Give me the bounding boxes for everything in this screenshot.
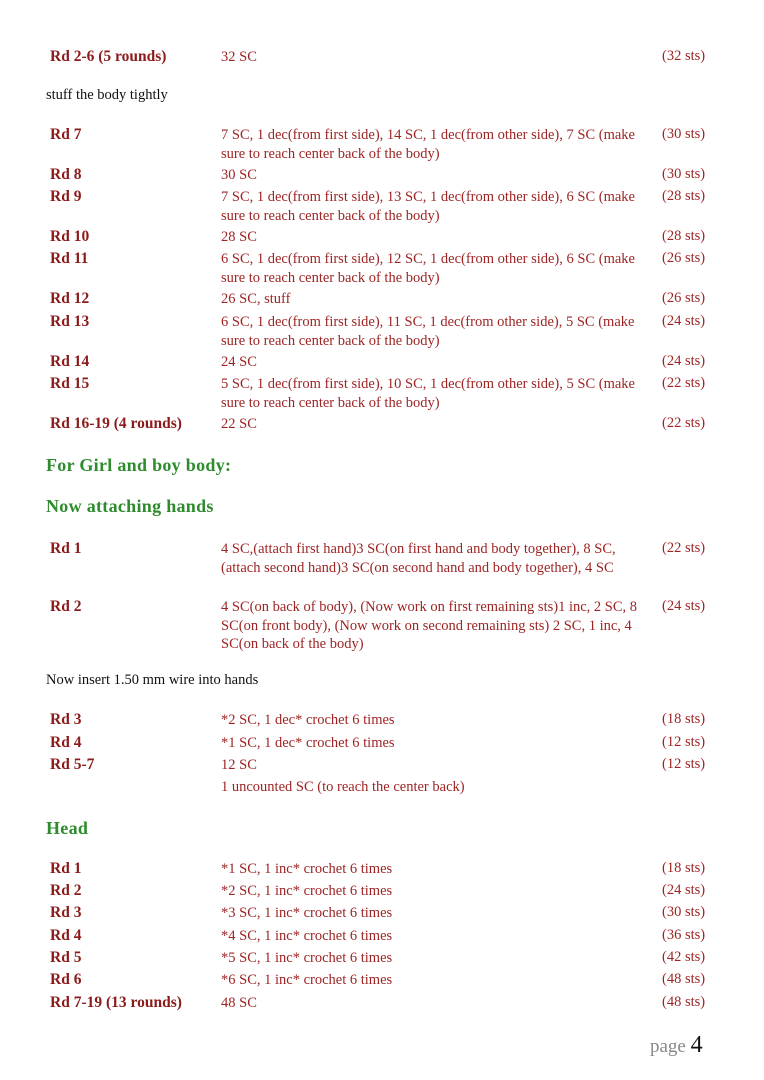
stitch-count: (28 sts) [662,188,706,204]
round-label: Rd 2-6 (5 rounds) [50,48,167,65]
round-instruction: 5 SC, 1 dec(from first side), 10 SC, 1 dec(from other side), 5 SC (make sure to reach center back of the body) [221,376,635,411]
round-label: Rd 16-19 (4 rounds) [50,415,182,432]
round-label: Rd 3 [50,904,82,921]
round-label: Rd 2 [50,598,82,615]
round-instruction: 24 SC [221,354,257,370]
stitch-count: (30 sts) [662,166,706,182]
section-heading-girl-boy-body: For Girl and boy body: [46,455,232,475]
round-instruction: *1 SC, 1 inc* crochet 6 times [221,861,393,877]
round-instruction: 4 SC(on back of body), (Now work on first remaining sts)1 inc, 2 SC, 8 SC(on front body), (Now work on second remaining sts) 2 SC, 1 inc, 4 SC(on back of the body) [221,599,638,652]
round-label: Rd 12 [50,290,90,307]
stitch-count: (48 sts) [662,971,706,987]
page-label: page [650,1036,686,1057]
round-label: Rd 13 [50,313,90,330]
stitch-count: (12 sts) [662,756,706,772]
round-instruction: *2 SC, 1 dec* crochet 6 times [221,712,395,728]
stitch-count: (32 sts) [662,48,706,64]
stitch-count: (22 sts) [662,415,706,431]
round-instruction: *5 SC, 1 inc* crochet 6 times [221,950,393,966]
round-label: Rd 5 [50,949,82,966]
round-label: Rd 8 [50,166,82,183]
round-instruction: *3 SC, 1 inc* crochet 6 times [221,905,393,921]
round-instruction: 26 SC, stuff [221,291,291,307]
round-instruction: 7 SC, 1 dec(from first side), 14 SC, 1 dec(from other side), 7 SC (make sure to reach center back of the body) [221,127,635,162]
round-label: Rd 1 [50,540,82,557]
section-heading-head: Head [46,818,89,838]
stitch-count: (22 sts) [662,375,706,391]
stitch-count: (26 sts) [662,250,706,266]
section-heading-attaching-hands: Now attaching hands [46,496,214,516]
stitch-count: (24 sts) [662,313,706,329]
round-instruction: 12 SC [221,757,257,773]
stitch-count: (24 sts) [662,598,706,614]
round-label: Rd 14 [50,353,90,370]
round-label: Rd 10 [50,228,90,245]
round-instruction: *4 SC, 1 inc* crochet 6 times [221,928,393,944]
stitch-count: (18 sts) [662,711,706,727]
stitch-count: (36 sts) [662,927,706,943]
round-instruction: *2 SC, 1 inc* crochet 6 times [221,883,393,899]
stitch-count: (24 sts) [662,353,706,369]
round-instruction: 7 SC, 1 dec(from first side), 13 SC, 1 dec(from other side), 6 SC (make sure to reach center back of the body) [221,189,635,224]
round-label: Rd 6 [50,971,82,988]
round-instruction: 4 SC,(attach first hand)3 SC(on first hand and body together), 8 SC, (attach second hand)3 SC(on second hand and body together), 4 SC [221,541,616,576]
round-label: Rd 4 [50,734,82,751]
note-insert-wire: Now insert 1.50 mm wire into hands [46,672,259,688]
round-instruction: *6 SC, 1 inc* crochet 6 times [221,972,393,988]
round-label: Rd 5-7 [50,756,95,773]
round-label: Rd 11 [50,250,89,267]
round-label: Rd 15 [50,375,90,392]
page-number [650,1032,703,1059]
stitch-count: (42 sts) [662,949,706,965]
note-stuff-body: stuff the body tightly [46,87,168,103]
round-label: Rd 2 [50,882,82,899]
page-number-value: 4 [690,1032,703,1058]
stitch-count: (30 sts) [662,126,706,142]
stitch-count: (28 sts) [662,228,706,244]
extra-instruction: 1 uncounted SC (to reach the center back) [221,779,465,795]
round-label: Rd 7-19 (13 rounds) [50,994,182,1011]
stitch-count: (22 sts) [662,540,706,556]
stitch-count: (24 sts) [662,882,706,898]
stitch-count: (30 sts) [662,904,706,920]
round-label: Rd 1 [50,860,82,877]
stitch-count: (48 sts) [662,994,706,1010]
stitch-count: (26 sts) [662,290,706,306]
round-label: Rd 7 [50,126,82,143]
stitch-count: (18 sts) [662,860,706,876]
stitch-count: (12 sts) [662,734,706,750]
round-instruction: 6 SC, 1 dec(from first side), 11 SC, 1 dec(from other side), 5 SC (make sure to reach center back of the body) [221,314,635,349]
round-label: Rd 9 [50,188,82,205]
round-label: Rd 3 [50,711,82,728]
round-instruction: 22 SC [221,416,257,432]
round-instruction: 30 SC [221,167,257,183]
round-label: Rd 4 [50,927,82,944]
round-instruction: *1 SC, 1 dec* crochet 6 times [221,735,395,751]
round-instruction: 6 SC, 1 dec(from first side), 12 SC, 1 dec(from other side), 6 SC (make sure to reach center back of the body) [221,251,635,286]
round-instruction: 28 SC [221,229,257,245]
round-instruction: 32 SC [221,49,257,65]
round-instruction: 48 SC [221,995,257,1011]
